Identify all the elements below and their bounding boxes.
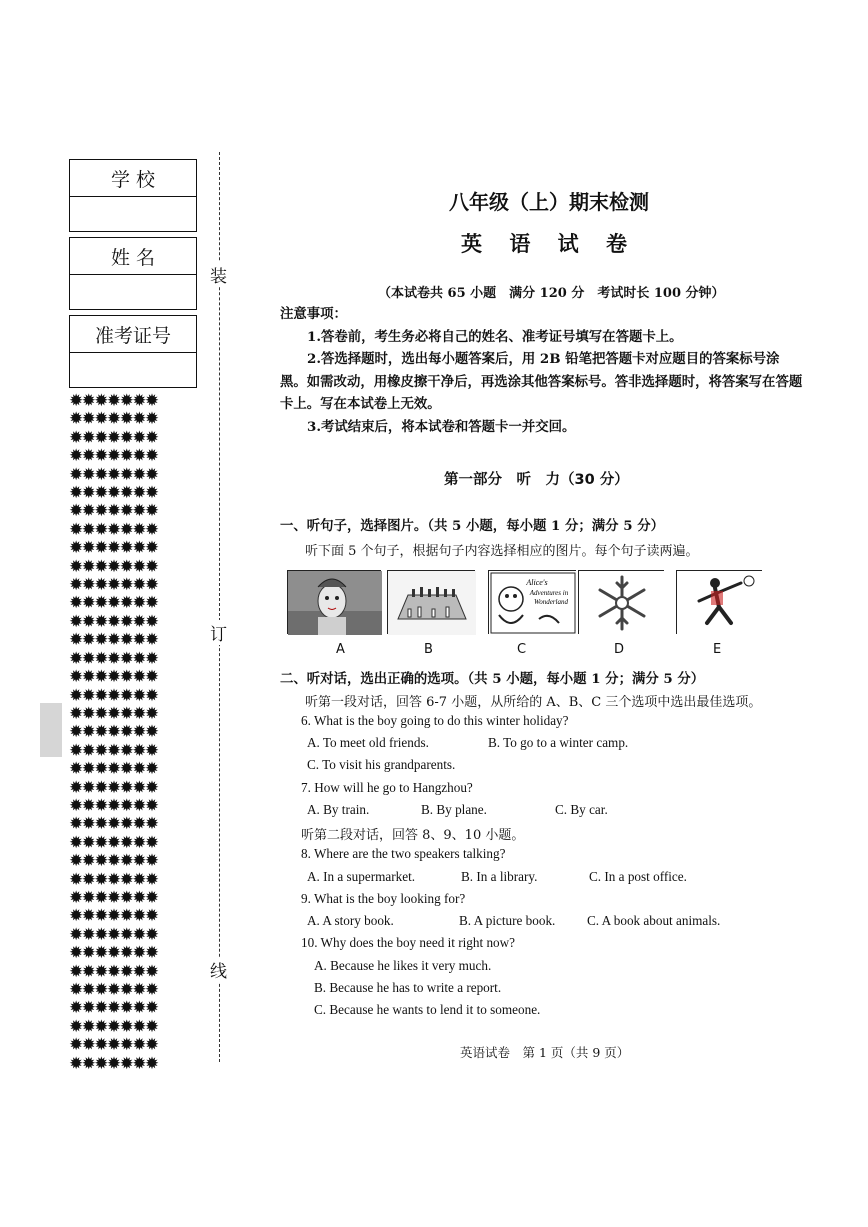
exam-id-field[interactable] [70,353,196,387]
q10-option-a[interactable]: A. Because he likes it very much. [314,958,492,973]
star-row: ✹✹✹✹✹✹✹ [69,1035,158,1056]
question-9: 9. What is the boy looking for? [301,891,466,906]
question-6: 6. What is the boy going to do this winter holiday? [301,713,569,728]
section1-title: 一、听句子，选择图片。（共 5 小题，每小题 1 分；满分 5 分） [280,518,664,534]
star-row: ✹✹✹✹✹✹✹ [69,483,158,504]
star-row: ✹✹✹✹✹✹✹ [69,961,158,982]
page-footer: 英语试卷 第 1 页（共 9 页） [460,1045,630,1060]
q6-option-b[interactable]: B. To go to a winter camp. [488,735,629,750]
picture-d-snowflake [578,570,664,634]
svg-text:Wonderland: Wonderland [534,598,568,606]
star-row: ✹✹✹✹✹✹✹ [69,556,158,577]
picture-label-e: E [713,642,722,657]
star-row: ✹✹✹✹✹✹✹ [69,593,158,614]
section1-instruction: 听下面 5 个句子，根据句子内容选择相应的图片。每个句子读两遍。 [305,544,699,559]
star-row: ✹✹✹✹✹✹✹ [69,943,158,964]
exam-subject: 英 语 试 卷 [461,232,637,256]
star-row: ✹✹✹✹✹✹✹ [69,924,158,945]
star-row: ✹✹✹✹✹✹✹ [69,446,158,467]
star-row: ✹✹✹✹✹✹✹ [69,409,158,430]
exam-title: 八年级（上）期末检测 [449,190,649,214]
school-label: 学 校 [70,160,196,197]
star-row: ✹✹✹✹✹✹✹ [69,980,158,1000]
star-row: ✹✹✹✹✹✹✹ [69,832,158,853]
star-row: ✹✹✹✹✹✹✹ [69,1016,158,1037]
q6-option-a[interactable]: A. To meet old friends. [307,735,429,750]
star-row: ✹✹✹✹✹✹✹ [69,648,158,669]
star-row: ✹✹✹✹✹✹✹ [69,869,158,890]
q8-option-b[interactable]: B. In a library. [461,869,538,884]
picture-label-c: C [517,642,527,657]
picture-label-a: A [336,642,345,657]
q7-option-a[interactable]: A. By train. [307,802,370,817]
star-row: ✹✹✹✹✹✹✹ [69,538,158,559]
star-row: ✹✹✹✹✹✹✹ [69,795,158,816]
q7-option-b[interactable]: B. By plane. [421,802,487,817]
name-field[interactable] [70,275,196,309]
svg-text:Alice's: Alice's [526,578,548,587]
star-row: ✹✹✹✹✹✹✹ [69,501,158,522]
section2-instruction-2: 听第二段对话，回答 8、9、10 小题。 [301,828,525,843]
question-7: 7. How will he go to Hangzhou? [301,780,473,795]
note-item-1: 1.答卷前，考生务必将自己的姓名、准考证号填写在答题卡上。 [307,328,683,345]
bind-char-ding: 订 [210,620,227,645]
star-row: ✹✹✹✹✹✹✹ [69,851,158,872]
picture-label-b: B [424,642,433,657]
question-10: 10. Why does the boy need it right now? [301,935,516,950]
star-row: ✹✹✹✹✹✹✹ [69,667,158,688]
notes [280,303,806,438]
note-item-3: 3.考试结束后，将本试卷和答题卡一并交回。 [307,418,576,435]
question-8: 8. Where are the two speakers talking? [301,846,506,861]
exam-id-box [69,315,197,388]
q10-option-c[interactable]: C. Because he wants to lend it to someone. [314,1002,541,1017]
bind-char-zhuang: 装 [210,262,227,287]
part1-title: 第一部分 听 力（30 分） [444,472,629,488]
star-row: ✹✹✹✹✹✹✹ [69,740,158,761]
picture-e-volleyball [676,570,762,634]
q6-option-c[interactable]: C. To visit his grandparents. [307,757,456,772]
q8-option-c[interactable]: C. In a post office. [589,869,687,884]
picture-a-opera-mask [287,570,381,634]
star-row: ✹✹✹✹✹✹✹ [69,464,158,485]
picture-b-chess [387,570,475,634]
q8-option-a[interactable]: A. In a supermarket. [307,869,416,884]
star-row: ✹✹✹✹✹✹✹ [69,777,158,798]
star-row: ✹✹✹✹✹✹✹ [69,722,158,743]
section2-title: 二、听对话，选出正确的选项。（共 5 小题，每小题 1 分；满分 5 分） [280,671,705,687]
star-row: ✹✹✹✹✹✹✹ [69,575,158,596]
decorative-star-border [69,391,199,1074]
note-item-2: 2.答选择题时，选出每小题答案后，用 2B 铅笔把答题卡对应题目的答案标号涂黑。如需改动，用橡皮擦干净后，再选涂其他答案标号。答非选择题时，将答案写在答题卡上。写在本试卷上无效。 [280,351,803,412]
star-row: ✹✹✹✹✹✹✹ [69,814,158,835]
star-row: ✹✹✹✹✹✹✹ [69,998,158,1019]
section2-instruction-1: 听第一段对话，回答 6-7 小题，从所给的 A、B、C 三个选项中选出最佳选项。 [305,695,762,710]
q9-option-a[interactable]: A. A story book. [307,913,394,928]
binding-dashed-line [219,152,220,1062]
svg-text:Adventures in: Adventures in [529,589,569,597]
picture-c-alice [488,570,576,634]
name-label: 姓 名 [70,238,196,275]
star-row: ✹✹✹✹✹✹✹ [69,906,158,927]
exam-info: （本试卷共 65 小题 满分 120 分 考试时长 100 分钟） [378,286,725,301]
star-row: ✹✹✹✹✹✹✹ [69,427,158,448]
exam-id-label: 准考证号 [70,316,196,353]
star-row: ✹✹✹✹✹✹✹ [69,703,158,724]
star-row: ✹✹✹✹✹✹✹ [69,391,158,411]
star-row: ✹✹✹✹✹✹✹ [69,887,158,908]
star-row: ✹✹✹✹✹✹✹ [69,759,158,780]
gray-tab [40,703,62,757]
notes-heading: 注意事项： [280,306,347,322]
bind-char-xian: 线 [210,957,227,982]
q7-option-c[interactable]: C. By car. [555,802,608,817]
q9-option-c[interactable]: C. A book about animals. [587,913,721,928]
star-row: ✹✹✹✹✹✹✹ [69,519,158,540]
q9-option-b[interactable]: B. A picture book. [459,913,556,928]
q10-option-b[interactable]: B. Because he has to write a report. [314,980,502,995]
star-row: ✹✹✹✹✹✹✹ [69,611,158,632]
star-row: ✹✹✹✹✹✹✹ [69,685,158,706]
star-row: ✹✹✹✹✹✹✹ [69,1053,158,1074]
star-row: ✹✹✹✹✹✹✹ [69,630,158,651]
picture-label-d: D [614,642,625,657]
